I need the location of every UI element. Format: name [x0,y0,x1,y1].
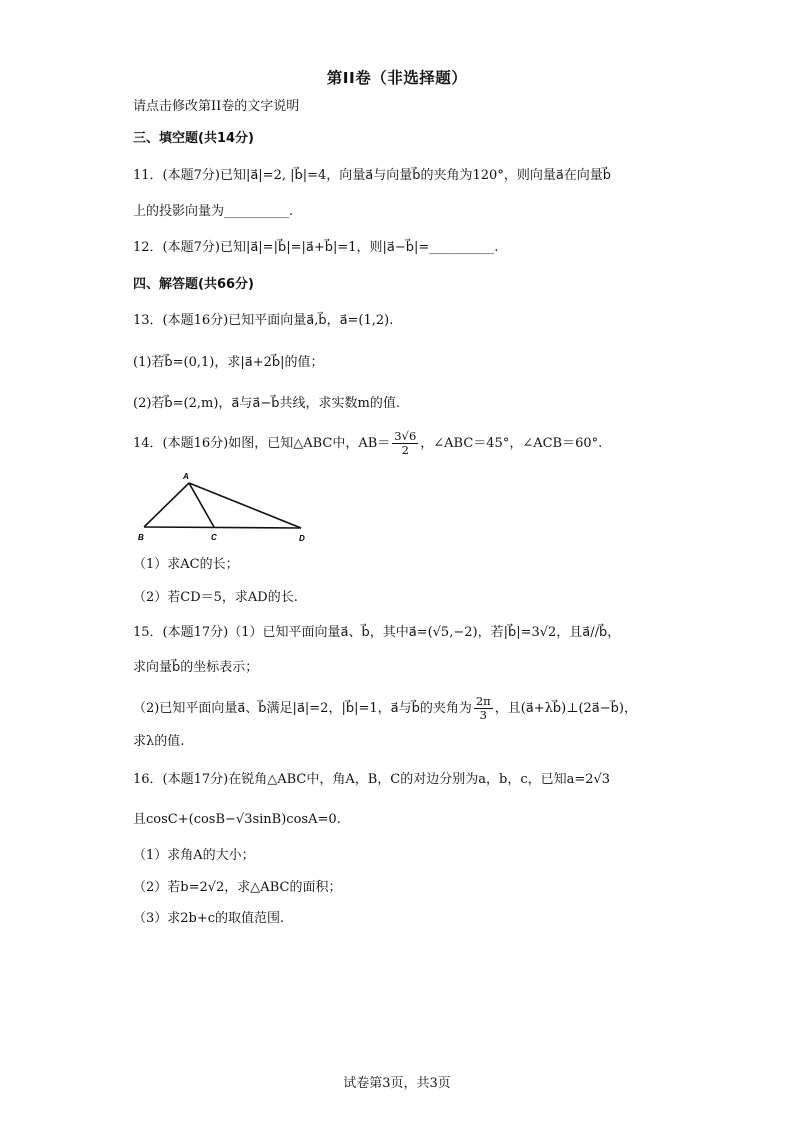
question-16-part-1: （1）求角A的大小； [133,848,255,863]
question-16-line-2: 且cosC+(cosB−√3sinB)cosA=0. [133,812,341,827]
question-14-stem [133,430,602,457]
question-16-part-3: （3）求2b+c的取值范围. [133,911,285,926]
question-14-part-2: （2）若CD＝5，求AD的长. [133,590,298,605]
angle-fraction-numerator: 2π [475,694,491,708]
question-14-stem-start: 14．(本题16分)如图，已知△ABC中，AB＝ [133,436,391,451]
angle-fraction-denominator: 3 [479,708,487,722]
question-15-line-4: 求λ的值. [133,734,185,749]
question-13-part-2: (2)若b⃗=(2,m)，a⃗与a⃗−b⃗共线，求实数m的值. [133,396,400,411]
question-15-line-2: 求向量b⃗的坐标表示； [133,660,259,675]
label-b: B [138,533,144,542]
page-title: 第II卷（非选择题） [326,69,468,87]
segment-ab [144,483,189,527]
question-13-part-1: (1)若b⃗=(0,1)，求|a⃗+2b⃗|的值； [133,355,324,370]
question-15-part-2-start: （2)已知平面向量a⃗、b⃗满足|a⃗|=2，|b⃗|=1，a⃗与b⃗的夹角为 [133,701,472,716]
question-15-part-2-end: ，且(a⃗+λb⃗)⊥(2a⃗−b⃗)， [494,701,637,716]
label-d: D [299,534,305,542]
question-11-line-1: 11．(本题7分)已知|a⃗|=2, |b⃗|=4，向量a⃗与向量b⃗的夹角为120°，则向量a⃗在向量b⃗ [133,168,612,183]
question-14-stem-end: ，∠ABC＝45°，∠ACB＝60°. [420,436,603,451]
segment-ad [189,483,301,528]
label-a: A [183,472,189,481]
ab-fraction-denominator: 2 [401,443,409,457]
segment-bd [144,527,301,528]
section-note: 请点击修改第II卷的文字说明 [133,99,300,114]
ab-fraction [392,430,418,457]
question-15-line-3 [133,695,637,722]
label-c: C [211,533,217,542]
angle-fraction [474,695,493,722]
triangle-figure [136,470,311,542]
question-15-line-1: 15．(本题17分)（1）已知平面向量a⃗、b⃗，其中a⃗=(√5,−2)，若|b⃗|=3√2，且a⃗//b⃗， [133,625,621,640]
section-heading-fill-in: 三、填空题(共14分) [133,131,254,146]
question-11-line-2: 上的投影向量为__________. [133,204,294,219]
segment-ac [189,483,214,527]
question-12: 12．(本题7分)已知|a⃗|=|b⃗|=|a⃗+b⃗|=1，则|a⃗−b⃗|=__________. [133,240,499,255]
question-13-stem: 13．(本题16分)已知平面向量a⃗,b⃗，a⃗=(1,2). [133,313,394,328]
page-footer: 试卷第3页，共3页 [343,1076,451,1091]
ab-fraction-numerator: 3√6 [394,429,417,443]
question-16-part-2: （2）若b=2√2，求△ABC的面积； [133,880,342,895]
section-heading-solve: 四、解答题(共66分) [133,277,254,292]
question-14-part-1: （1）求AC的长； [133,557,239,572]
question-16-line-1: 16．(本题17分)在锐角△ABC中，角A，B，C的对边分别为a，b，c，已知a=2√3 [133,772,611,787]
